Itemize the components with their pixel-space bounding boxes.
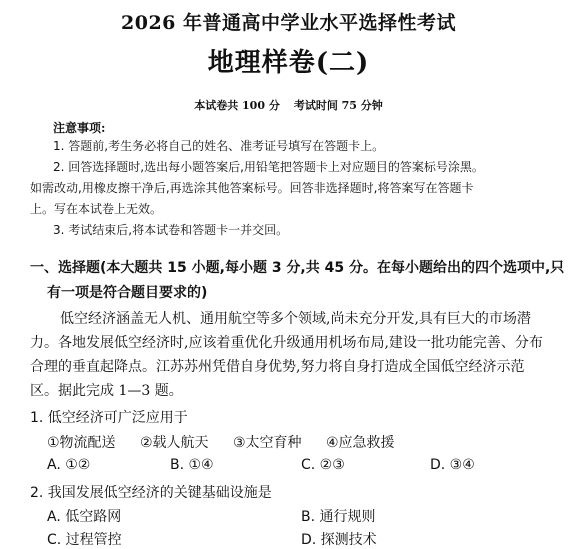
exam-title: 2026 年普通高中学业水平选择性考试 bbox=[121, 12, 456, 34]
q1-option-d[interactable]: D. ③④ bbox=[430, 457, 475, 473]
notice-item-3: 3. 考试结束后,将本试卷和答题卡一并交回。 bbox=[53, 223, 289, 237]
notice-item-2: 2. 回答选择题时,选出每小题答案后,用铅笔把答题卡上对应题目的答案标号涂黑。 bbox=[53, 160, 484, 174]
exam-subtitle: 地理样卷(二) bbox=[207, 48, 370, 78]
notice-item-2-end: 上。写在本试卷上无效。 bbox=[30, 202, 163, 216]
q2-option-a[interactable]: A. 低空路网 bbox=[47, 509, 122, 525]
material-line-4: 区。据此完成 1—3 题。 bbox=[30, 383, 183, 399]
section-heading-cont: 有一项是符合题目要求的) bbox=[47, 285, 208, 301]
material-line-2: 力。各地发展低空经济时,应该着重优化升级通用机场布局,建设一批功能完善、分布 bbox=[30, 335, 543, 351]
time-info: 考试时间 75 分钟 bbox=[293, 99, 383, 112]
q1-option-a[interactable]: A. ①② bbox=[47, 457, 91, 473]
question-1-stem: 1. 低空经济可广泛应用于 bbox=[30, 410, 188, 426]
q2-option-d[interactable]: D. 探测技术 bbox=[301, 532, 377, 548]
notice-item-2-cont: 如需改动,用橡皮擦干净后,再选涂其他答案标号。回答非选择题时,将答案写在答题卡 bbox=[30, 181, 474, 195]
material-line-1: 低空经济涵盖无人机、通用航空等多个领域,尚未充分开发,具有巨大的市场潜 bbox=[60, 311, 531, 327]
q2-option-b[interactable]: B. 通行规则 bbox=[301, 509, 376, 525]
q1-item-4: ④应急救援 bbox=[326, 435, 395, 451]
section-heading: 一、选择题(本大题共 15 小题,每小题 3 分,共 45 分。在每小题给出的四个选项中,只 bbox=[30, 260, 565, 276]
q1-item-1: ①物流配送 bbox=[47, 435, 116, 451]
exam-info bbox=[0, 97, 577, 113]
notice-title: 注意事项: bbox=[53, 121, 106, 135]
notice-item-1: 1. 答题前,考生务必将自己的姓名、准考证号填写在答题卡上。 bbox=[53, 139, 385, 153]
material-line-3: 合理的垂直起降点。江苏苏州凭借自身优势,努力将自身打造成全国低空经济示范 bbox=[30, 359, 525, 375]
question-2-stem: 2. 我国发展低空经济的关键基础设施是 bbox=[30, 485, 272, 501]
q2-option-c[interactable]: C. 过程管控 bbox=[47, 532, 122, 548]
q1-item-3: ③太空育种 bbox=[233, 435, 302, 451]
q1-option-b[interactable]: B. ①④ bbox=[170, 457, 214, 473]
q1-option-c[interactable]: C. ②③ bbox=[301, 457, 345, 473]
q1-item-2: ②载人航天 bbox=[140, 435, 209, 451]
score-info: 本试卷共 100 分 bbox=[194, 99, 280, 112]
